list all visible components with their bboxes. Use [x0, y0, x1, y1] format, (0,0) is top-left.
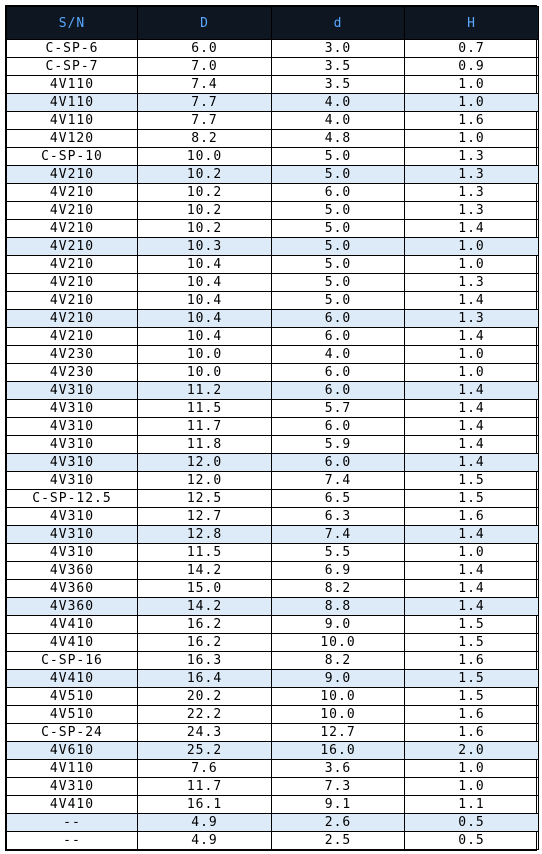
cell-outer-diameter: 12.0 — [138, 472, 272, 490]
cell-sn: 4V310 — [7, 544, 138, 562]
cell-outer-diameter: 10.3 — [138, 238, 272, 256]
cell-inner-diameter: 3.5 — [272, 76, 405, 94]
table-row — [7, 652, 539, 670]
table-row — [7, 112, 539, 130]
cell-sn: C-SP-16 — [7, 652, 138, 670]
cell-outer-diameter: 10.0 — [138, 148, 272, 166]
table-row — [7, 40, 539, 58]
cell-height: 1.3 — [405, 274, 539, 292]
cell-inner-diameter: 5.0 — [272, 220, 405, 238]
table-row — [7, 688, 539, 706]
cell-sn: 4V610 — [7, 742, 138, 760]
cell-inner-diameter: 4.8 — [272, 130, 405, 148]
cell-inner-diameter: 3.5 — [272, 58, 405, 76]
cell-inner-diameter: 6.0 — [272, 184, 405, 202]
cell-height: 1.4 — [405, 328, 539, 346]
header-height: H — [405, 7, 539, 40]
table-row — [7, 544, 539, 562]
cell-inner-diameter: 6.0 — [272, 418, 405, 436]
cell-inner-diameter: 4.0 — [272, 94, 405, 112]
cell-sn: 4V110 — [7, 112, 138, 130]
cell-height: 1.4 — [405, 454, 539, 472]
cell-inner-diameter: 12.7 — [272, 724, 405, 742]
cell-sn: 4V310 — [7, 778, 138, 796]
cell-inner-diameter: 9.0 — [272, 616, 405, 634]
cell-sn: C-SP-12.5 — [7, 490, 138, 508]
cell-sn: 4V230 — [7, 364, 138, 382]
cell-outer-diameter: 11.7 — [138, 418, 272, 436]
cell-height: 1.0 — [405, 238, 539, 256]
table-row — [7, 706, 539, 724]
cell-outer-diameter: 16.2 — [138, 616, 272, 634]
cell-height: 0.5 — [405, 832, 539, 850]
table-row — [7, 832, 539, 850]
cell-outer-diameter: 10.4 — [138, 256, 272, 274]
table-row — [7, 202, 539, 220]
cell-height: 1.4 — [405, 580, 539, 598]
table-row — [7, 94, 539, 112]
cell-height: 1.5 — [405, 616, 539, 634]
cell-sn: 4V210 — [7, 220, 138, 238]
table-row — [7, 346, 539, 364]
table-row — [7, 742, 539, 760]
table-row — [7, 418, 539, 436]
cell-outer-diameter: 16.1 — [138, 796, 272, 814]
cell-height: 0.5 — [405, 814, 539, 832]
cell-outer-diameter: 16.2 — [138, 634, 272, 652]
cell-inner-diameter: 5.0 — [272, 238, 405, 256]
cell-outer-diameter: 4.9 — [138, 832, 272, 850]
cell-inner-diameter: 5.0 — [272, 256, 405, 274]
cell-height: 1.6 — [405, 652, 539, 670]
cell-sn: C-SP-24 — [7, 724, 138, 742]
cell-inner-diameter: 6.0 — [272, 310, 405, 328]
cell-height: 1.5 — [405, 634, 539, 652]
table-row — [7, 166, 539, 184]
cell-outer-diameter: 25.2 — [138, 742, 272, 760]
cell-inner-diameter: 4.0 — [272, 112, 405, 130]
cell-sn: 4V210 — [7, 292, 138, 310]
cell-height: 1.5 — [405, 670, 539, 688]
cell-height: 1.0 — [405, 544, 539, 562]
cell-height: 1.5 — [405, 490, 539, 508]
cell-inner-diameter: 7.4 — [272, 526, 405, 544]
cell-height: 1.5 — [405, 472, 539, 490]
cell-outer-diameter: 11.5 — [138, 544, 272, 562]
cell-sn: 4V120 — [7, 130, 138, 148]
cell-sn: 4V110 — [7, 760, 138, 778]
table-row — [7, 310, 539, 328]
cell-sn: 4V210 — [7, 166, 138, 184]
cell-inner-diameter: 5.9 — [272, 436, 405, 454]
cell-outer-diameter: 10.4 — [138, 292, 272, 310]
header-inner-diameter: d — [272, 7, 405, 40]
cell-outer-diameter: 6.0 — [138, 40, 272, 58]
cell-inner-diameter: 10.0 — [272, 706, 405, 724]
table-row — [7, 580, 539, 598]
table-row — [7, 490, 539, 508]
cell-inner-diameter: 8.2 — [272, 580, 405, 598]
cell-inner-diameter: 3.6 — [272, 760, 405, 778]
cell-inner-diameter: 6.0 — [272, 328, 405, 346]
cell-sn: 4V310 — [7, 508, 138, 526]
cell-height: 1.3 — [405, 166, 539, 184]
cell-inner-diameter: 7.4 — [272, 472, 405, 490]
table-row — [7, 436, 539, 454]
cell-height: 1.0 — [405, 76, 539, 94]
cell-inner-diameter: 5.7 — [272, 400, 405, 418]
table-row — [7, 76, 539, 94]
table-row — [7, 400, 539, 418]
table-row — [7, 526, 539, 544]
cell-outer-diameter: 10.4 — [138, 310, 272, 328]
table-row — [7, 130, 539, 148]
cell-sn: 4V310 — [7, 472, 138, 490]
cell-inner-diameter: 2.6 — [272, 814, 405, 832]
cell-inner-diameter: 10.0 — [272, 688, 405, 706]
cell-inner-diameter: 6.0 — [272, 382, 405, 400]
cell-sn: 4V210 — [7, 328, 138, 346]
cell-inner-diameter: 8.2 — [272, 652, 405, 670]
cell-inner-diameter: 6.3 — [272, 508, 405, 526]
cell-height: 1.0 — [405, 778, 539, 796]
table-row — [7, 364, 539, 382]
cell-inner-diameter: 5.0 — [272, 166, 405, 184]
cell-sn: 4V310 — [7, 526, 138, 544]
cell-sn: 4V110 — [7, 94, 138, 112]
header-sn: S/N — [7, 7, 138, 40]
cell-height: 1.6 — [405, 724, 539, 742]
cell-outer-diameter: 11.8 — [138, 436, 272, 454]
cell-inner-diameter: 6.9 — [272, 562, 405, 580]
cell-height: 1.3 — [405, 310, 539, 328]
cell-outer-diameter: 16.4 — [138, 670, 272, 688]
cell-outer-diameter: 7.7 — [138, 94, 272, 112]
cell-sn: 4V210 — [7, 310, 138, 328]
cell-height: 1.4 — [405, 598, 539, 616]
cell-inner-diameter: 4.0 — [272, 346, 405, 364]
cell-height: 1.0 — [405, 346, 539, 364]
cell-outer-diameter: 7.4 — [138, 76, 272, 94]
cell-sn: 4V510 — [7, 688, 138, 706]
table-row — [7, 760, 539, 778]
cell-height: 0.7 — [405, 40, 539, 58]
table-row — [7, 562, 539, 580]
cell-height: 1.1 — [405, 796, 539, 814]
cell-inner-diameter: 8.8 — [272, 598, 405, 616]
table-row — [7, 184, 539, 202]
cell-sn: 4V210 — [7, 274, 138, 292]
cell-sn: 4V410 — [7, 634, 138, 652]
cell-inner-diameter: 16.0 — [272, 742, 405, 760]
cell-sn: 4V210 — [7, 202, 138, 220]
cell-height: 1.0 — [405, 256, 539, 274]
cell-height: 2.0 — [405, 742, 539, 760]
cell-outer-diameter: 14.2 — [138, 598, 272, 616]
table-row — [7, 454, 539, 472]
cell-outer-diameter: 4.9 — [138, 814, 272, 832]
cell-height: 1.4 — [405, 400, 539, 418]
table-row — [7, 598, 539, 616]
cell-height: 1.4 — [405, 382, 539, 400]
cell-outer-diameter: 7.6 — [138, 760, 272, 778]
cell-height: 1.6 — [405, 508, 539, 526]
table-row — [7, 472, 539, 490]
cell-inner-diameter: 9.1 — [272, 796, 405, 814]
cell-outer-diameter: 22.2 — [138, 706, 272, 724]
cell-outer-diameter: 10.2 — [138, 184, 272, 202]
cell-outer-diameter: 10.2 — [138, 202, 272, 220]
cell-height: 1.4 — [405, 292, 539, 310]
cell-outer-diameter: 12.0 — [138, 454, 272, 472]
cell-sn: 4V360 — [7, 580, 138, 598]
cell-inner-diameter: 5.0 — [272, 274, 405, 292]
cell-inner-diameter: 5.5 — [272, 544, 405, 562]
table-row — [7, 796, 539, 814]
cell-outer-diameter: 14.2 — [138, 562, 272, 580]
dimension-table-container — [5, 5, 537, 851]
cell-sn: 4V310 — [7, 454, 138, 472]
cell-sn: 4V210 — [7, 256, 138, 274]
header-outer-diameter: D — [138, 7, 272, 40]
cell-inner-diameter: 3.0 — [272, 40, 405, 58]
cell-height: 1.3 — [405, 148, 539, 166]
cell-outer-diameter: 16.3 — [138, 652, 272, 670]
cell-height: 1.5 — [405, 688, 539, 706]
table-row — [7, 814, 539, 832]
cell-outer-diameter: 10.4 — [138, 328, 272, 346]
cell-sn: C-SP-7 — [7, 58, 138, 76]
cell-outer-diameter: 15.0 — [138, 580, 272, 598]
cell-outer-diameter: 12.8 — [138, 526, 272, 544]
cell-sn: 4V310 — [7, 418, 138, 436]
cell-inner-diameter: 5.0 — [272, 148, 405, 166]
table-row — [7, 292, 539, 310]
cell-outer-diameter: 24.3 — [138, 724, 272, 742]
cell-outer-diameter: 7.7 — [138, 112, 272, 130]
table-row — [7, 634, 539, 652]
cell-sn: -- — [7, 832, 138, 850]
cell-sn: 4V310 — [7, 400, 138, 418]
cell-inner-diameter: 5.0 — [272, 292, 405, 310]
cell-inner-diameter: 5.0 — [272, 202, 405, 220]
table-row — [7, 616, 539, 634]
dimension-table — [6, 6, 539, 850]
table-row — [7, 778, 539, 796]
cell-sn: -- — [7, 814, 138, 832]
cell-height: 1.4 — [405, 526, 539, 544]
cell-outer-diameter: 11.5 — [138, 400, 272, 418]
table-header-row — [7, 7, 539, 40]
cell-sn: 4V410 — [7, 616, 138, 634]
cell-outer-diameter: 11.2 — [138, 382, 272, 400]
cell-height: 1.4 — [405, 220, 539, 238]
cell-outer-diameter: 10.4 — [138, 274, 272, 292]
cell-outer-diameter: 12.5 — [138, 490, 272, 508]
cell-sn: 4V410 — [7, 670, 138, 688]
cell-sn: 4V230 — [7, 346, 138, 364]
cell-inner-diameter: 6.5 — [272, 490, 405, 508]
cell-sn: C-SP-10 — [7, 148, 138, 166]
cell-inner-diameter: 10.0 — [272, 634, 405, 652]
table-row — [7, 670, 539, 688]
cell-sn: 4V110 — [7, 76, 138, 94]
cell-inner-diameter: 2.5 — [272, 832, 405, 850]
table-row — [7, 274, 539, 292]
cell-outer-diameter: 7.0 — [138, 58, 272, 76]
cell-sn: C-SP-6 — [7, 40, 138, 58]
table-row — [7, 220, 539, 238]
cell-height: 1.4 — [405, 418, 539, 436]
table-row — [7, 238, 539, 256]
cell-sn: 4V360 — [7, 562, 138, 580]
cell-inner-diameter: 7.3 — [272, 778, 405, 796]
cell-height: 1.6 — [405, 706, 539, 724]
cell-height: 1.0 — [405, 760, 539, 778]
table-row — [7, 328, 539, 346]
cell-sn: 4V310 — [7, 382, 138, 400]
table-row — [7, 148, 539, 166]
cell-height: 1.4 — [405, 562, 539, 580]
cell-outer-diameter: 10.0 — [138, 364, 272, 382]
cell-height: 1.3 — [405, 202, 539, 220]
cell-inner-diameter: 6.0 — [272, 364, 405, 382]
cell-sn: 4V410 — [7, 796, 138, 814]
cell-height: 1.0 — [405, 364, 539, 382]
cell-inner-diameter: 6.0 — [272, 454, 405, 472]
cell-height: 1.6 — [405, 112, 539, 130]
table-row — [7, 256, 539, 274]
cell-height: 0.9 — [405, 58, 539, 76]
cell-sn: 4V210 — [7, 238, 138, 256]
cell-height: 1.0 — [405, 130, 539, 148]
table-row — [7, 508, 539, 526]
table-row — [7, 724, 539, 742]
cell-sn: 4V310 — [7, 436, 138, 454]
table-row — [7, 382, 539, 400]
cell-outer-diameter: 12.7 — [138, 508, 272, 526]
table-row — [7, 58, 539, 76]
cell-outer-diameter: 10.2 — [138, 166, 272, 184]
cell-outer-diameter: 10.0 — [138, 346, 272, 364]
cell-inner-diameter: 9.0 — [272, 670, 405, 688]
cell-sn: 4V510 — [7, 706, 138, 724]
cell-height: 1.3 — [405, 184, 539, 202]
cell-height: 1.4 — [405, 436, 539, 454]
cell-sn: 4V360 — [7, 598, 138, 616]
cell-sn: 4V210 — [7, 184, 138, 202]
table-body — [7, 40, 539, 850]
cell-height: 1.0 — [405, 94, 539, 112]
cell-outer-diameter: 11.7 — [138, 778, 272, 796]
cell-outer-diameter: 20.2 — [138, 688, 272, 706]
cell-outer-diameter: 8.2 — [138, 130, 272, 148]
cell-outer-diameter: 10.2 — [138, 220, 272, 238]
